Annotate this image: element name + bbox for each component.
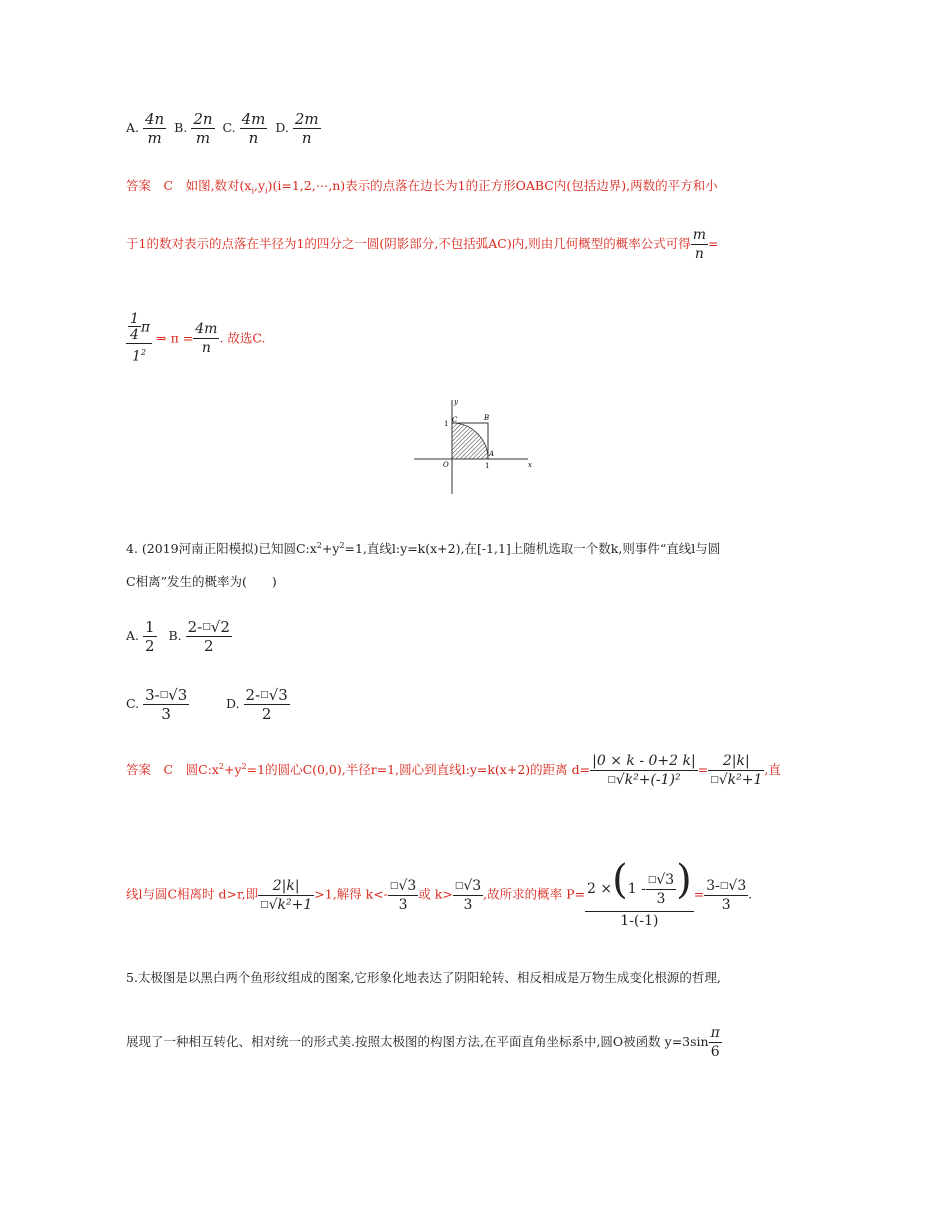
question-5-line-1: 5.太极图是以黑白两个鱼形纹组成的图案,它形象化地表达了阴阳轮转、相反相成是万物生成变化根源的哲理, bbox=[126, 970, 721, 985]
label-one-y: 1 bbox=[444, 420, 449, 428]
q4-options-row-2: C. $\frac{3-^□√3}{3}$ bbox=[126, 686, 188, 723]
option-b-fraction: $\frac{2n}{m}$ bbox=[193, 110, 213, 147]
label-b: B bbox=[484, 414, 490, 422]
label-x: x bbox=[528, 461, 532, 469]
option-d-label: D. bbox=[275, 120, 289, 135]
shaded-quarter-circle bbox=[452, 423, 488, 459]
option-b-label: B. bbox=[174, 120, 188, 135]
label-c: C bbox=[452, 416, 458, 424]
label-o: O bbox=[443, 461, 449, 469]
answer-3-line-3: $\frac{1}{4}$ π $1^2$ ⇒ π = $\frac{4m}{n}$ . 故选C. bbox=[126, 312, 265, 366]
option-a-fraction: $\frac{4n}{m}$ bbox=[145, 110, 165, 147]
answer-4-line-2: 线l与圆C相离时 d>r,即 $\frac{2|k|}{^□√k^2+1}$ >1,解得 k<- $\frac{^□√3}{3}$ 或 k> $\frac{^□√3}{3}$ ,故所求的概率 P= 2 ×(1 - $\frac{^□√3}{3}$ ) 1-(-1) = $\frac{3-^□√3}{3}$ . bbox=[126, 857, 753, 929]
option-c-label: C. bbox=[222, 120, 236, 135]
q4-options-row-2-d: D. $\frac{2-^□√3}{2}$ bbox=[226, 686, 288, 723]
label-a: A bbox=[489, 450, 495, 458]
answer-3-line-1: 答案 C 如图,数对$(x_i,y_i)(i=1,2,\cdots,n)$表示的点落在边长为1的正方形OABC内(包括边界),两数的平方和小 bbox=[126, 178, 718, 196]
question-4-line-1: 4. (2019河南正阳模拟)已知圆$C:x^2+y^2=1$,直线l:y=k(x+2),在[-1,1]上随机选取一个数k,则事件“直线l与圆 bbox=[126, 541, 721, 557]
option-d-fraction: $\frac{2m}{n}$ bbox=[294, 110, 319, 147]
q4-options-row-1: A. $\frac{1}{2}$ B. $\frac{2-^□√2}{2}$ bbox=[126, 618, 230, 655]
question-5-line-2: 展现了一种相互转化、相对统一的形式美.按照太极图的构图方法,在平面直角坐标系中,圆O被函数 y=3sin $\frac{\pi}{6}$ bbox=[126, 1025, 720, 1060]
answer-4-line-1: 答案 C 圆$C:x^2+y^2=1$的圆心C(0,0),半径r=1,圆心到直线l:y=k(x+2)的距离 d= $\frac{|0 \times k - 0+2 k|}{^□√k^2+(-1)^2}$ = $\frac{2|k|}{^□√k^2+1}$ ,直 bbox=[126, 753, 781, 788]
label-y: y bbox=[454, 398, 458, 406]
question-4-line-2: C相离”发生的概率为( ) bbox=[126, 574, 277, 589]
option-a-label: A. bbox=[126, 120, 140, 135]
option-c-fraction: $\frac{4m}{n}$ bbox=[241, 110, 266, 147]
label-one-x: 1 bbox=[485, 462, 490, 470]
quarter-circle-figure bbox=[410, 394, 540, 496]
q3-options bbox=[126, 110, 321, 147]
answer-3-line-2: 于1的数对表示的点落在半径为1的四分之一圆(阴影部分,不包括弧AC)内,则由几何概型的概率公式可得 $\frac{m}{n}$ = bbox=[126, 227, 719, 262]
